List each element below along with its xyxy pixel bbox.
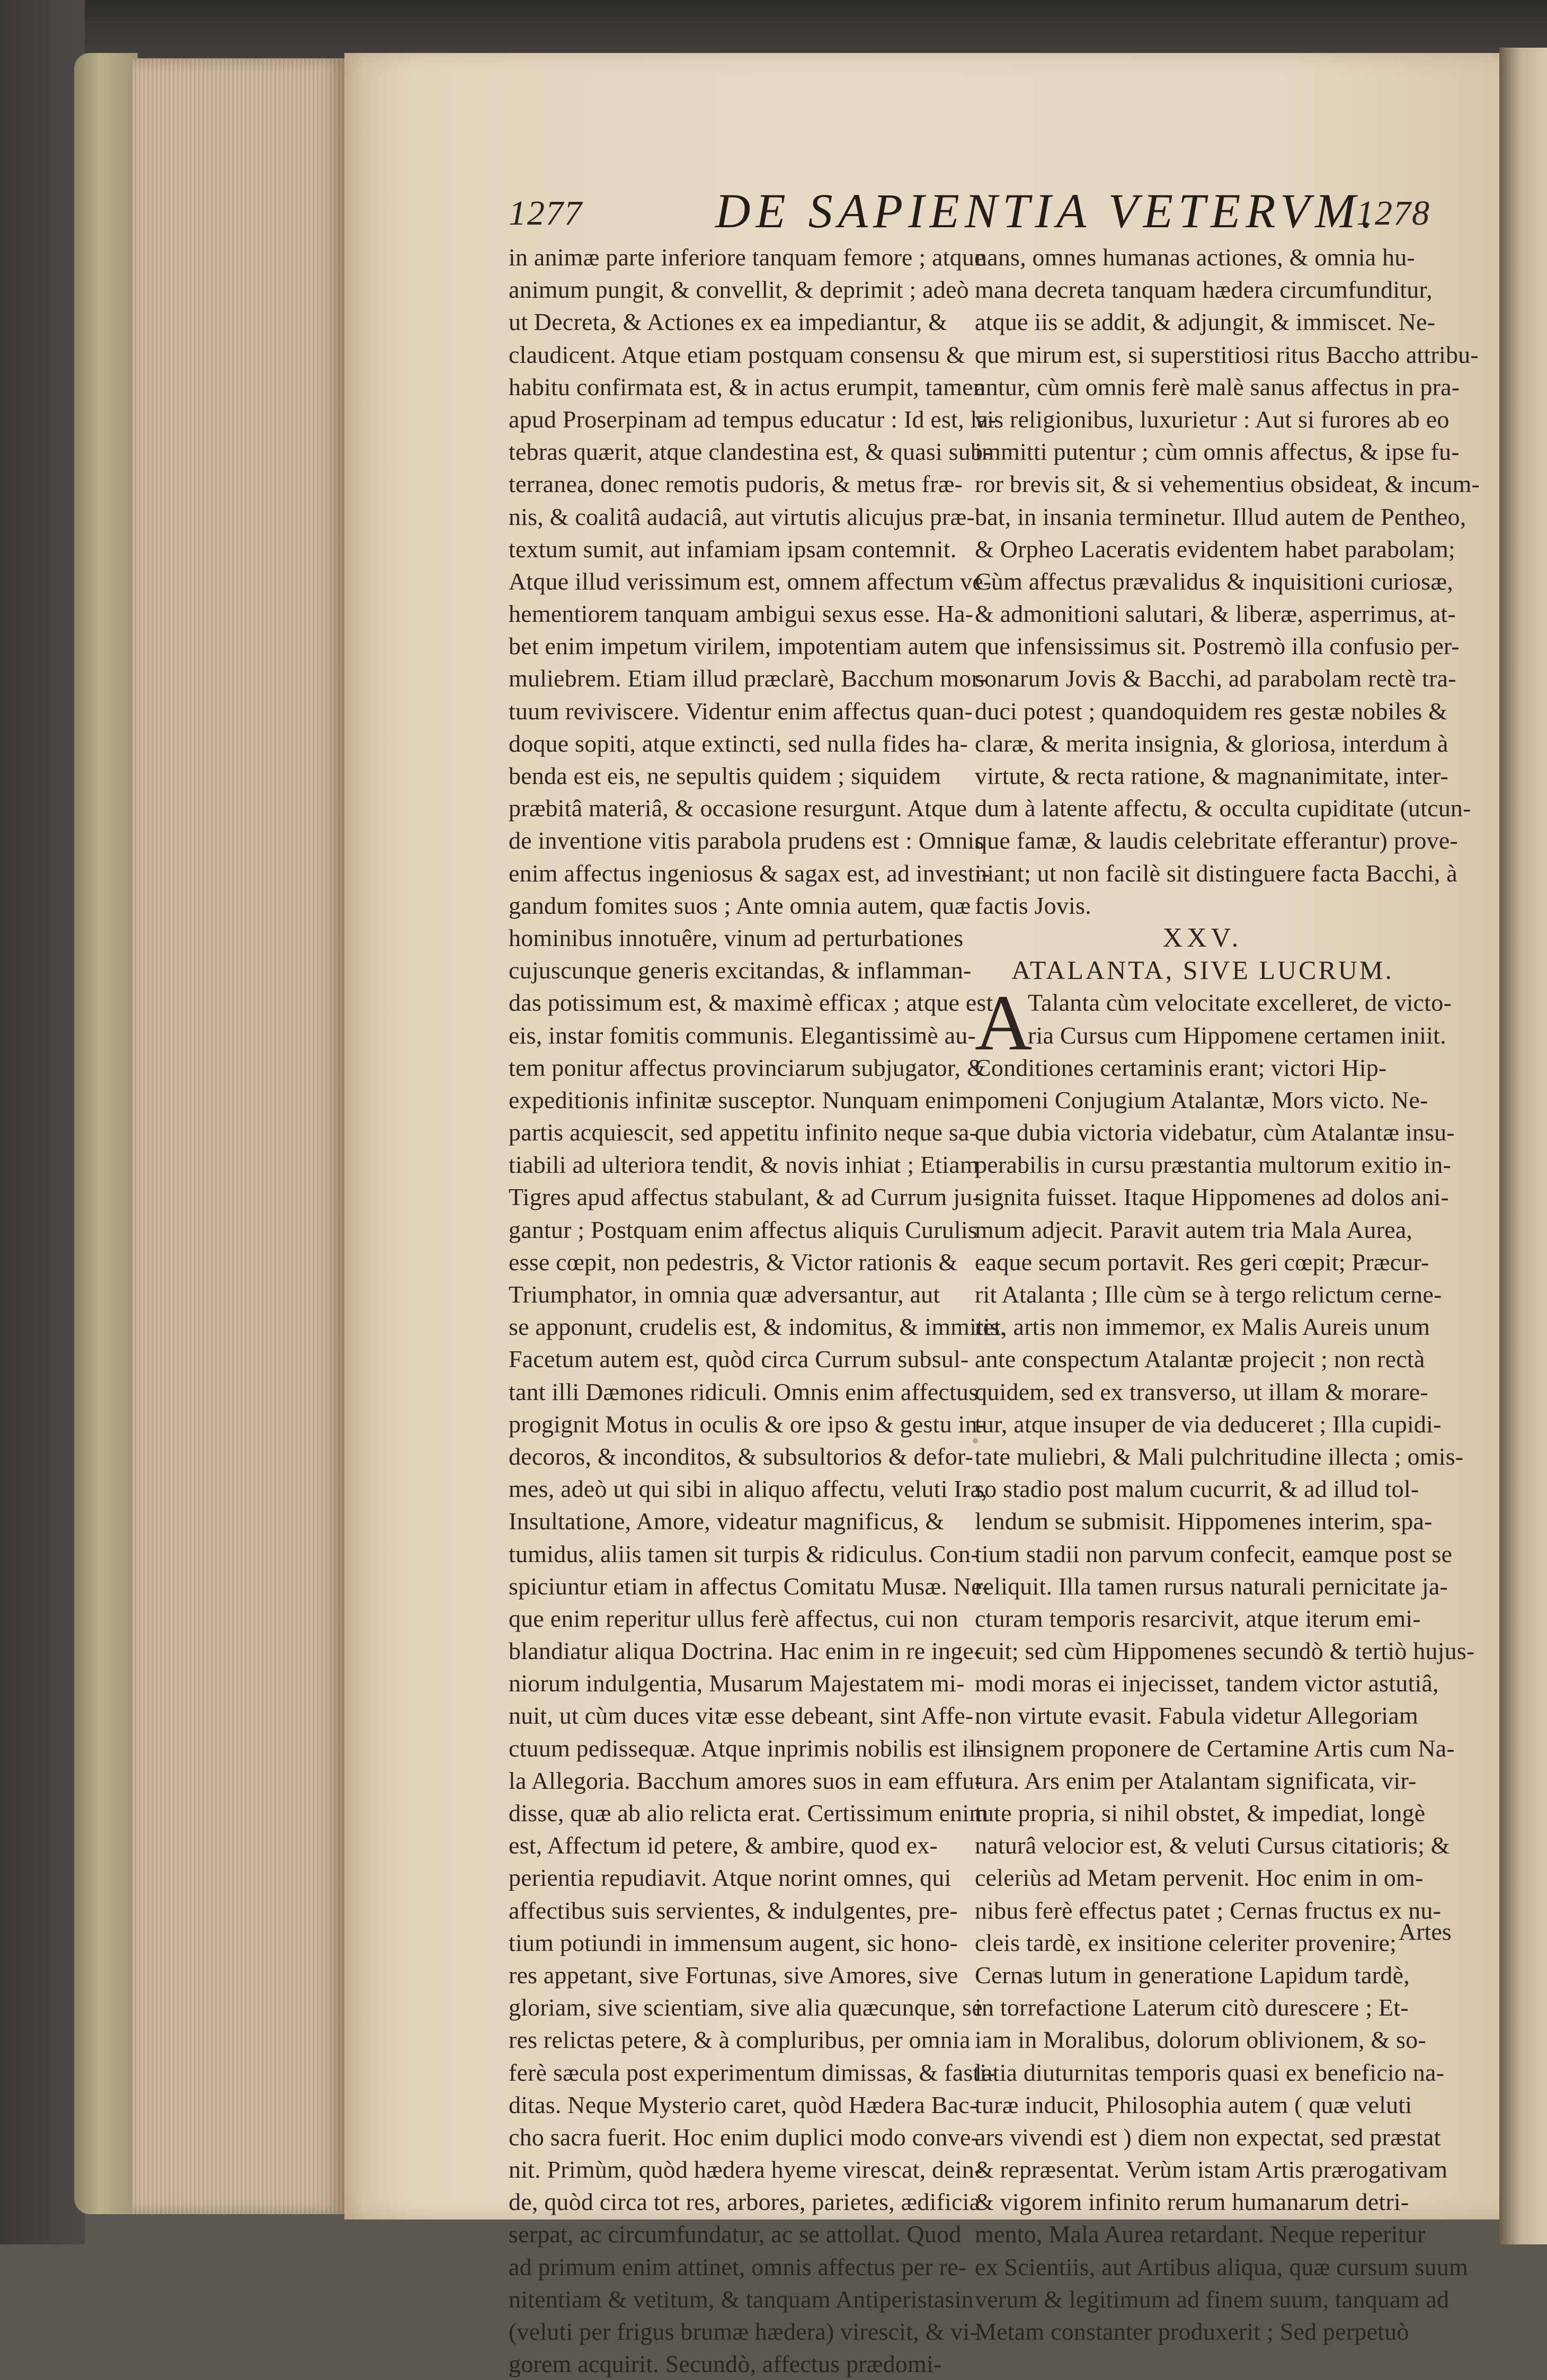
text-line: Cernas lutum in generatione Lapidum tardè,	[975, 1961, 1410, 1989]
text-line: Facetum autem est, quòd circa Currum subsul-	[509, 1345, 969, 1373]
text-line: gloriam, sive scientiam, sive alia quæcunque, se	[509, 1994, 983, 2021]
text-line: factis Jovis.	[975, 892, 1091, 919]
text-line: præbitâ materiâ, & occasione resurgunt. Atque	[509, 795, 967, 822]
text-line: ante conspectum Atalantæ projecit ; non rectà	[975, 1345, 1425, 1373]
text-line: in torrefactione Laterum citò durescere ; Et-	[975, 1994, 1409, 2021]
left-text-column	[509, 241, 1006, 2380]
catchword: Artes	[1399, 1918, 1452, 1945]
text-line: perientia repudiavit. Atque norint omnes, qui	[509, 1864, 952, 1892]
page-number-right: 1278	[1356, 194, 1430, 233]
text-line: mes, adeò ut qui sibi in aliquo affectu, veluti Ira,	[509, 1475, 988, 1503]
text-line: tumidus, aliis tamen sit turpis & ridiculus. Con-	[509, 1540, 979, 1567]
text-line: latia diuturnitas temporis quasi ex beneficio na-	[975, 2058, 1445, 2086]
text-line: eaque secum portavit. Res geri cœpit; Præcur-	[975, 1248, 1429, 1276]
text-line: ror brevis sit, & si vehementius obsideat, & incum-	[975, 470, 1480, 498]
text-line: insignem proponere de Certamine Artis cum Na-	[975, 1734, 1455, 1762]
next-page-edge	[1499, 48, 1547, 2244]
text-line: tium stadii non parvum confecit, eamque post se	[975, 1540, 1453, 1567]
text-line: spiciuntur etiam in affectus Comitatu Musæ. Ne-	[509, 1572, 991, 1600]
text-line: signita fuisset. Itaque Hippomenes ad dolos ani-	[975, 1183, 1449, 1211]
atalanta-paragraph	[975, 979, 1475, 2348]
text-line: pomeni Conjugium Atalantæ, Mors victo. Ne-	[975, 1086, 1428, 1113]
text-line: animum pungit, & convellit, & deprimit ; adeò	[509, 276, 969, 304]
text-line: rit Atalanta ; Ille cùm se à tergo relictum cerne-	[975, 1281, 1442, 1308]
text-line: res relictas petere, & à compluribus, per omnia	[509, 2026, 971, 2054]
text-line: gantur ; Postquam enim affectus aliquis Curulis	[509, 1216, 977, 1243]
text-line: turæ inducit, Philosophia autem ( quæ veluti	[975, 2091, 1412, 2118]
text-line: naturâ velocior est, & veluti Cursus citatioris; &	[975, 1832, 1450, 1859]
text-line: ad primum enim attinet, omnis affectus per re-	[509, 2253, 967, 2280]
text-line: ditas. Neque Mysterio caret, quòd Hædera Bac-	[509, 2091, 978, 2118]
text-line: Insultatione, Amore, videatur magnificus, &	[509, 1508, 945, 1535]
text-line: sonarum Jovis & Bacchi, ad parabolam rectè tra-	[975, 665, 1456, 692]
text-line: mum adjecit. Paravit autem tria Mala Aurea,	[975, 1216, 1413, 1243]
text-line: tiabili ad ulteriora tendit, & novis inhiat ; Etiam	[509, 1151, 979, 1179]
text-line: Atque illud verissimum est, omnem affectum ve-	[509, 567, 992, 595]
text-line: gorem acquirit. Secundò, affectus prædomi-	[509, 2350, 942, 2378]
text-line: doque sopiti, atque extincti, sed nulla fides ha-	[509, 729, 968, 757]
text-line: Conditiones certaminis erant; victori Hip-	[975, 1054, 1387, 1081]
text-line: niant; ut non facilè sit distinguere facta Bacchi, à	[975, 859, 1457, 887]
text-line: hominibus innotuêre, vinum ad perturbationes	[509, 924, 964, 951]
text-line: tium potiundi in immensum augent, sic hono-	[509, 1929, 958, 1956]
text-line: nibus ferè effectus patet ; Cernas fructus ex nu-	[975, 1896, 1442, 1924]
text-line: affectibus suis servientes, & indulgentes, pre-	[509, 1896, 958, 1924]
paper-spot	[1032, 1971, 1039, 1978]
text-line: iam in Moralibus, dolorum oblivionem, & so-	[975, 2026, 1426, 2054]
text-line: das potissimum est, & maximè efficax ; atque est	[509, 989, 993, 1017]
text-line: perabilis in cursu præstantia multorum exitio in-	[975, 1151, 1451, 1179]
text-line: tura. Ars enim per Atalantam significata, vir-	[975, 1767, 1417, 1794]
text-line: ex Scientiis, aut Artibus aliqua, quæ cursum suum	[975, 2253, 1468, 2280]
text-line: vis religionibus, luxurietur : Aut si furores ab eo	[975, 405, 1450, 433]
book-cover-edge	[74, 53, 138, 2214]
text-line: partis acquiescit, sed appetitu infinito neque sa-	[509, 1119, 978, 1146]
text-line: niorum indulgentia, Musarum Majestatem mi-	[509, 1670, 965, 1697]
text-line: nuit, ut cùm duces vitæ esse debeant, sint Affe-	[509, 1702, 974, 1730]
text-line: tute propria, si nihil obstet, & impediat, longè	[975, 1799, 1426, 1826]
text-line: nis, & coalitâ audaciâ, aut virtutis alicujus præ-	[509, 503, 975, 530]
text-line: verum & legitimum ad finem suum, tanquam ad	[975, 2285, 1450, 2313]
running-header	[509, 183, 1430, 246]
text-line: que infensissimus sit. Postremò illa confusio per-	[975, 632, 1460, 660]
text-line: tur, atque insuper de via deduceret ; Illa cupidi-	[975, 1410, 1442, 1438]
text-line: benda est eis, ne sepultis quidem ; siquidem	[509, 762, 941, 789]
text-line: mento, Mala Aurea retardant. Neque reperitur	[975, 2221, 1426, 2248]
text-line: que mirum est, si superstitiosi ritus Baccho attribu-	[975, 341, 1479, 368]
text-line: (veluti per frigus brumæ hædera) virescit, & vi-	[509, 2318, 978, 2345]
text-line: ferè sæcula post experimentum dimissas, & fasti-	[509, 2058, 995, 2086]
text-line: non virtute evasit. Fabula videtur Allegoriam	[975, 1702, 1418, 1730]
text-line: textum sumit, aut infamiam ipsam contemnit.	[509, 535, 957, 563]
text-line: serpat, ac circumfundatur, ac se attollat. Quod	[509, 2221, 962, 2248]
text-line: se apponunt, crudelis est, & indomitus, & immitis.	[509, 1313, 1006, 1341]
text-line: antur, cùm omnis ferè malè sanus affectus in pra-	[975, 373, 1460, 400]
text-line: res appetant, sive Fortunas, sive Amores, sive	[509, 1961, 958, 1989]
text-line: tuum reviviscere. Videntur enim affectus quan-	[509, 697, 973, 725]
text-line: muliebrem. Etiam illud præclarè, Bacchum mor-	[509, 665, 988, 692]
text-line: terranea, donec remotis pudoris, & metus fræ-	[509, 470, 963, 498]
text-line: lendum se submisit. Hippomenes interim, spa-	[975, 1508, 1433, 1535]
text-line: tate muliebri, & Mali pulchritudine illecta ; omis-	[975, 1442, 1464, 1470]
text-line: tem ponitur affectus provinciarum subjugator, &	[509, 1054, 986, 1081]
text-line: immitti putentur ; cùm omnis affectus, & ipse fu-	[975, 438, 1460, 466]
page-number-left: 1277	[509, 194, 583, 233]
text-line: Metam constanter produxerit ; Sed perpetuò	[975, 2318, 1409, 2345]
dark-background-left	[0, 0, 85, 2244]
text-line: de inventione vitis parabola prudens est : Omnis	[509, 827, 984, 854]
text-line: disse, quæ ab alio relicta erat. Certissimum enim	[509, 1799, 989, 1826]
text-line: cleis tardè, ex insitione celeriter provenire;	[975, 1929, 1397, 1956]
text-line: nans, omnes humanas actiones, & omnia hu-	[975, 244, 1415, 271]
text-line: ut Decreta, & Actiones ex ea impediantur, &	[509, 308, 948, 336]
text-line: in animæ parte inferiore tanquam femore ; atque	[509, 244, 985, 271]
text-line: virtute, & recta ratione, & magnanimitate, inter-	[975, 762, 1449, 789]
text-line: & repræsentat. Verùm istam Artis prærogativam	[975, 2156, 1448, 2183]
page-fore-edge	[132, 58, 344, 2214]
drop-cap-letter: A	[975, 979, 1033, 1067]
text-line: so stadio post malum cucurrit, & ad illud tol-	[975, 1475, 1419, 1503]
text-line: duci potest ; quandoquidem res gestæ nobiles &	[975, 697, 1448, 725]
text-line: tebras quærit, atque clandestina est, & quasi sub-	[509, 438, 991, 466]
text-line: & vigorem infinito rerum humanarum detri-	[975, 2188, 1409, 2216]
running-title: DE SAPIENTIA VETERVM.	[715, 184, 1379, 238]
text-line: bat, in insania terminetur. Illud autem de Pentheo,	[975, 503, 1466, 530]
text-line: que enim reperitur ullus ferè affectus, cui non	[509, 1605, 959, 1632]
text-line: mana decreta tanquam hædera circumfunditur,	[975, 276, 1433, 304]
atalanta-text	[975, 979, 1475, 2348]
text-line: hementiorem tanquam ambigui sexus esse. Ha-	[509, 600, 974, 628]
text-line: reliquit. Illa tamen rursus naturali pernicitate ja-	[975, 1572, 1448, 1600]
paper-spot	[973, 1438, 978, 1443]
text-line: dum à latente affectu, & occulta cupiditate (utcun-	[975, 795, 1471, 822]
text-line: decoros, & inconditos, & subsultorios & defor-	[509, 1442, 974, 1470]
text-line: eis, instar fomitis communis. Elegantissimè au-	[509, 1021, 976, 1049]
text-line: & admonitioni salutari, & liberæ, asperrimus, at-	[975, 600, 1456, 628]
text-line: que dubia victoria videbatur, cùm Atalantæ insu-	[975, 1119, 1455, 1146]
text-line: Triumphator, in omnia quæ adversantur, aut	[509, 1281, 940, 1308]
text-line: cho sacra fuerit. Hoc enim duplici modo conve-	[509, 2123, 980, 2151]
text-line: quidem, sed ex transverso, ut illam & morare-	[975, 1378, 1428, 1405]
text-line: apud Proserpinam ad tempus educatur : Id est, la-	[509, 405, 997, 433]
text-line: atque iis se addit, & adjungit, & immiscet. Ne-	[975, 308, 1436, 336]
text-line: tant illi Dæmones ridiculi. Omnis enim affectus	[509, 1378, 979, 1405]
right-column-continuation	[975, 241, 1480, 922]
text-line: blandiatur aliqua Doctrina. Hac enim in re inge-	[509, 1637, 982, 1665]
section-number: XXV.	[1162, 922, 1243, 953]
text-line: est, Affectum id petere, & ambire, quod ex-	[509, 1832, 938, 1859]
text-line: & Orpheo Laceratis evidentem habet parabolam;	[975, 535, 1455, 563]
text-line: Cùm affectus prævalidus & inquisitioni curiosæ,	[975, 567, 1453, 595]
text-line: nit. Primùm, quòd hædera hyeme virescat, dein-	[509, 2156, 983, 2183]
text-line: ars vivendi est ) diem non expectat, sed præstat	[975, 2123, 1441, 2151]
text-line: ctuum pedissequæ. Atque inprimis nobilis est il-	[509, 1734, 984, 1762]
text-line: esse cœpit, non pedestris, & Victor rationis &	[509, 1248, 958, 1276]
text-line: claræ, & merita insignia, & gloriosa, interdum à	[975, 729, 1448, 757]
text-line: gandum fomites suos ; Ante omnia autem, quæ	[509, 892, 971, 919]
text-line: bet enim impetum virilem, impotentiam autem	[509, 632, 968, 660]
text-line: claudicent. Atque etiam postquam consensu &	[509, 341, 965, 368]
text-line: cujuscunque generis excitandas, & inflamman-	[509, 957, 972, 984]
text-line: la Allegoria. Bacchum amores suos in eam effu-	[509, 1767, 983, 1794]
text-line: enim affectus ingeniosus & sagax est, ad investi-	[509, 859, 990, 887]
text-line: cuit; sed cùm Hippomenes secundò & tertiò hujus-	[975, 1637, 1475, 1665]
text-line: celeriùs ad Metam pervenit. Hoc enim in om-	[975, 1864, 1424, 1892]
text-line: progignit Motus in oculis & ore ipso & gestu in-	[509, 1410, 986, 1438]
text-line: ria Cursus cum Hippomene certamen iniit.	[1028, 1021, 1446, 1049]
text-line: ret, artis non immemor, ex Malis Aureis unum	[975, 1313, 1430, 1341]
text-line: modi moras ei injecisset, tandem victor astutiâ,	[975, 1670, 1439, 1697]
text-line: Talanta cùm velocitate excelleret, de victo-	[1028, 989, 1452, 1017]
right-text-column	[975, 241, 1480, 2348]
text-line: nitentiam & vetitum, & tanquam Antiperistasin	[509, 2285, 974, 2313]
text-line: Tigres apud affectus stabulant, & ad Currum ju-	[509, 1183, 981, 1211]
text-line: expeditionis infinitæ susceptor. Nunquam enim	[509, 1086, 975, 1113]
section-title: ATALANTA, SIVE LUCRUM.	[1011, 955, 1394, 985]
text-line: cturam temporis resarcivit, atque iterum emi-	[975, 1605, 1421, 1632]
text-line: habitu confirmata est, & in actus erumpit, tamen	[509, 373, 985, 400]
text-line: de, quòd circa tot res, arbores, parietes, ædificia	[509, 2188, 981, 2216]
text-line: que famæ, & laudis celebritate efferantur) prove-	[975, 827, 1458, 854]
